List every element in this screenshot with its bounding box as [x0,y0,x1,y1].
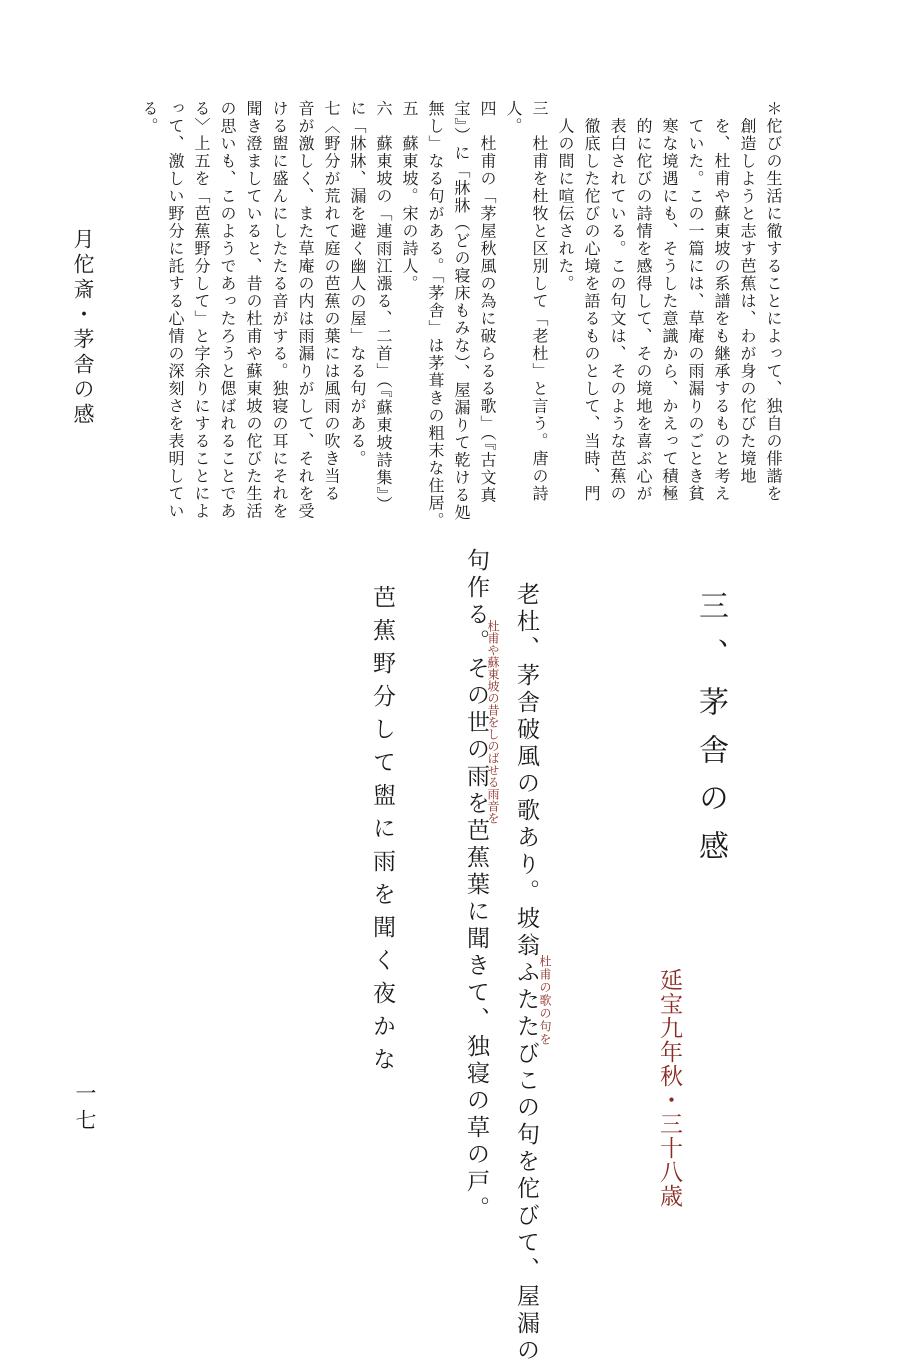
gloss-line: 杜甫の歌の句を [538,955,552,1046]
gloss-line: 杜甫や蘇東坡の昔をしのばせる雨音を [486,620,500,824]
note-line: に「牀牀、漏を避く幽人の屋」なる句がある。 [348,100,367,468]
star-note-line: 創造しようと志す芭蕉は、わが身の佗びた境地 [738,100,757,485]
star-note-line: 表白されている。この句文は、そのような芭蕉の [608,100,627,503]
note-line: 無し」なる句がある。「茅舎」は茅葺きの粗末な住居。 [426,100,445,530]
note-line: る〉上五を「芭蕉野分して」と字余りにすることによ [192,100,211,520]
note-line: 聞き澄ましていると、昔の杜甫や蘇東坡の佗びた生活 [244,100,263,520]
star-note-line: を、杜甫や蘇東坡の系譜をも継承するものと考え [712,100,731,503]
note-line: 音が激しく、また草庵の内は雨漏りがして、それを受 [296,100,315,520]
note-line: って、激しい野分に託する心情の深刻さを表明してい [166,100,185,520]
date-line: 延宝九年秋・三十八歳 [656,968,682,1208]
note-line: の思いも、このようであったろうと偲ばれることであ [218,100,237,520]
star-note-line: 寒な境遇にも、そうした意識から、かえって積極 [660,100,679,503]
note-line: 人。 [504,100,523,135]
body-line: 老杜、茅舎破風の歌あり。坡翁ふたたびこの句を佗びて、屋漏の [513,582,539,1365]
star-note-line: 徹底した佗びの心境を語るものとして、当時、門 [582,100,601,503]
star-note-line: ＊佗びの生活に徹することによって、独自の俳諧を [764,100,783,503]
haiku: 芭蕉野分して盥に雨を聞く夜かな [369,585,395,1080]
note-line: ける盥に盛んにしたたる音がする。独寝の耳にそれを [270,100,289,520]
running-head: 月佗斎・茅舎の感 [71,228,95,428]
star-note-line: 人の間に喧伝された。 [556,100,575,293]
section-title: 三、茅舎の感 [693,590,728,878]
note-line: 四 杜甫の「茅屋秋風の為に破らるる歌」（『古文真 [478,100,497,504]
page-number: 一七 [73,1082,97,1136]
star-note-line: ていた。この一篇には、草庵の雨漏りのごとき貧 [686,100,705,503]
note-line: 六 蘇東坡の「連雨江漲る、二首」（『蘇東坡詩集』） [374,100,393,514]
star-note-line: 的に佗びの詩情を感得して、その境地を喜ぶ心が [634,100,653,503]
note-line: 五 蘇東坡。宋の詩人。 [400,100,419,293]
note-line: 三 杜甫を杜牧と区別して「老杜」と言う。唐の詩 [530,100,549,503]
note-line: 宝』）に「牀牀（どの寝床もみな）、屋漏りて乾ける処 [452,100,471,522]
body-line: 句作る。その世の雨を芭蕉葉に聞きて、独寝の草の戸。 [463,548,489,1223]
note-line: る。 [140,100,159,135]
note-line: 七〈野分が荒れて庭の芭蕉の葉には風雨の吹き当る [322,100,341,503]
